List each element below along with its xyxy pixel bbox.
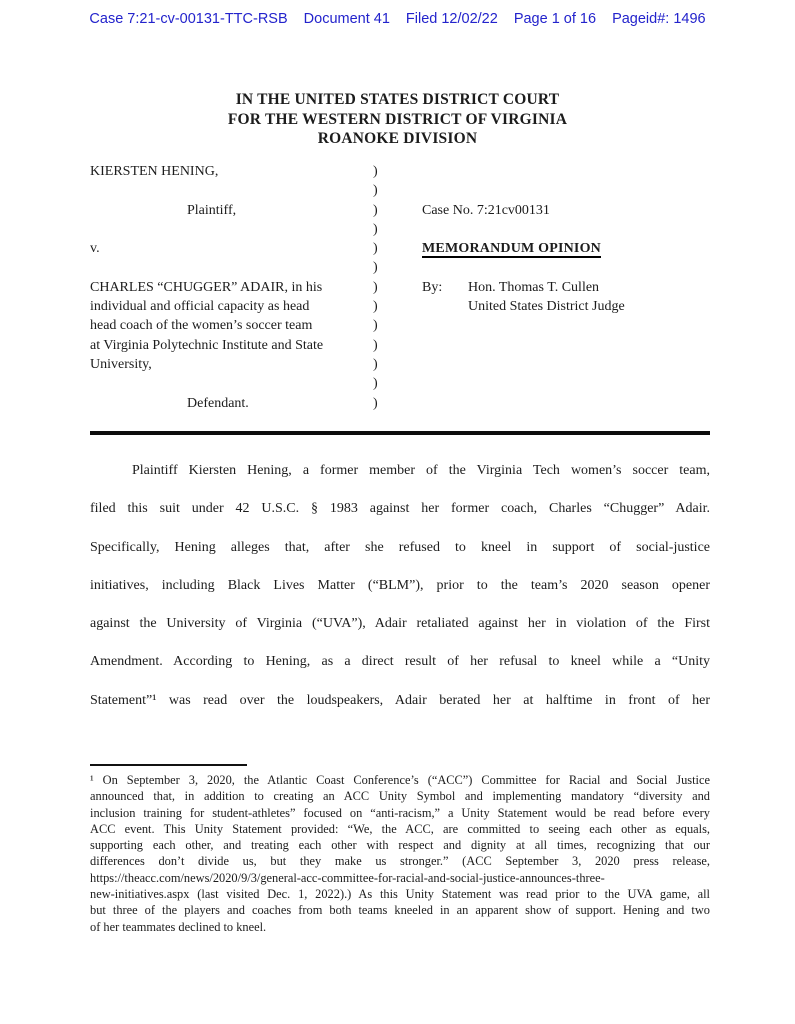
caption-row (90, 183, 710, 202)
body-line: Amendment. According to Hening, as a direct result of her refusal to kneel while a “Unity (90, 654, 710, 670)
footnote-separator-rule (90, 764, 247, 766)
ecf-case-number: Case 7:21-cv-00131-TTC-RSB (89, 11, 288, 27)
caption-row (90, 299, 710, 318)
caption-paren: ) (373, 318, 378, 334)
caption-paren: ) (373, 202, 378, 218)
body-line: initiatives, including Black Lives Matter (“BLM”), prior to the team’s 2020 season opener (90, 577, 710, 593)
caption-paren: ) (373, 183, 378, 199)
caption-row (90, 260, 710, 279)
defendant-label: Defendant. (187, 395, 249, 411)
body-line: Specifically, Hening alleges that, after she refused to kneel in support of social-justice (90, 539, 710, 555)
judge-title: United States District Judge (468, 299, 625, 315)
caption-row (90, 376, 710, 395)
caption-row (90, 164, 710, 183)
by-label: By: (422, 279, 443, 295)
opinion-title-wrap (422, 241, 601, 257)
footnote-line: inclusion training for student-athletes” focused on “anti-racism,” a Unity Statement would be read before every (90, 805, 710, 820)
caption-row (90, 357, 710, 376)
caption-row (90, 280, 710, 299)
footnote-1 (90, 772, 710, 935)
caption-separator-rule (90, 431, 710, 435)
defendant-desc-line: head coach of the women’s soccer team (90, 318, 313, 334)
judge-name: Hon. Thomas T. Cullen (468, 279, 600, 295)
footnote-line: ACC event. This Unity Statement provided: “We, the ACC, are committed to seeing each other as equals, (90, 821, 710, 836)
caption-row (90, 396, 710, 415)
versus-label: v. (90, 241, 100, 257)
body-line: Plaintiff Kiersten Hening, a former member of the Virginia Tech women’s soccer team, (132, 463, 710, 478)
caption-paren: ) (373, 337, 378, 353)
caption-row (90, 203, 710, 222)
caption-paren: ) (373, 395, 378, 411)
ecf-pageid: Pageid#: 1496 (612, 11, 706, 27)
defendant-desc-line: University, (90, 356, 152, 372)
footnote-line: new-initiatives.aspx (last visited Dec. 1, 2022).) As this Unity Statement was read prior to the UVA game, all (90, 887, 710, 902)
case-number: Case No. 7:21cv00131 (422, 202, 550, 218)
court-title-line3: ROANOKE DIVISION (317, 130, 478, 148)
ecf-filed-date: Filed 12/02/22 (405, 11, 498, 27)
ecf-document-number: Document 41 (303, 11, 390, 27)
footnote-line: supporting each other, and treating each other with respect and dignity at all times, recognizing that our (90, 838, 710, 853)
court-title-line2: FOR THE WESTERN DISTRICT OF VIRGINIA (227, 110, 568, 128)
signed-by-row (422, 280, 599, 296)
defendant-desc-line: CHARLES “CHUGGER” ADAIR, in his (90, 279, 323, 295)
footnote-line: announced that, in addition to creating an ACC Unity Symbol and implementing mandatory “diversity and (90, 789, 710, 804)
footnote-line: of her teammates declined to kneel. (90, 919, 267, 934)
footnote-url-line: https://theacc.com/news/2020/9/3/general-acc-committee-for-racial-and-social-justice-announces-three- (90, 870, 605, 885)
defendant-desc-line: individual and official capacity as head (90, 299, 310, 315)
footnote-line: but three of the players and coaches from both teams kneeled in an apparent show of support. Hening and two (90, 903, 710, 918)
plaintiff-name: KIERSTEN HENING, (90, 164, 219, 179)
memorandum-opinion-title: MEMORANDUM OPINION (422, 241, 601, 257)
court-title (0, 90, 795, 149)
body-line: against the University of Virginia (“UVA”), Adair retaliated against her in violation of the First (90, 616, 710, 632)
ecf-stamp-header (0, 11, 795, 27)
caption-row (90, 241, 710, 260)
footnote-line: differences don’t divide us, but they make us stronger.” (ACC September 3, 2020 press release, (90, 854, 710, 869)
defendant-desc-line: at Virginia Polytechnic Institute and State (90, 337, 324, 353)
plaintiff-label: Plaintiff, (187, 202, 237, 218)
caption-row (90, 338, 710, 357)
caption-paren: ) (373, 299, 378, 315)
caption-row (90, 318, 710, 337)
case-caption (90, 164, 710, 415)
caption-paren: ) (373, 241, 378, 257)
caption-paren: ) (373, 356, 378, 372)
caption-paren: ) (373, 376, 378, 392)
body-line: filed this suit under 42 U.S.C. § 1983 against her former coach, Charles “Chugger” Adair. (90, 501, 710, 517)
footnote-line: ¹ On September 3, 2020, the Atlantic Coast Conference’s (“ACC”) Committee for Racial and Social Justice (90, 773, 710, 787)
caption-paren: ) (373, 279, 378, 295)
opinion-body (90, 452, 710, 720)
caption-paren: ) (373, 221, 378, 237)
ecf-page-count: Page 1 of 16 (513, 11, 597, 27)
caption-paren: ) (373, 164, 378, 179)
caption-paren: ) (373, 260, 378, 276)
body-line: Statement”¹ was read over the loudspeakers, Adair berated her at halftime in front of her (90, 692, 710, 708)
court-title-line1: IN THE UNITED STATES DISTRICT COURT (235, 91, 560, 108)
caption-row (90, 222, 710, 241)
